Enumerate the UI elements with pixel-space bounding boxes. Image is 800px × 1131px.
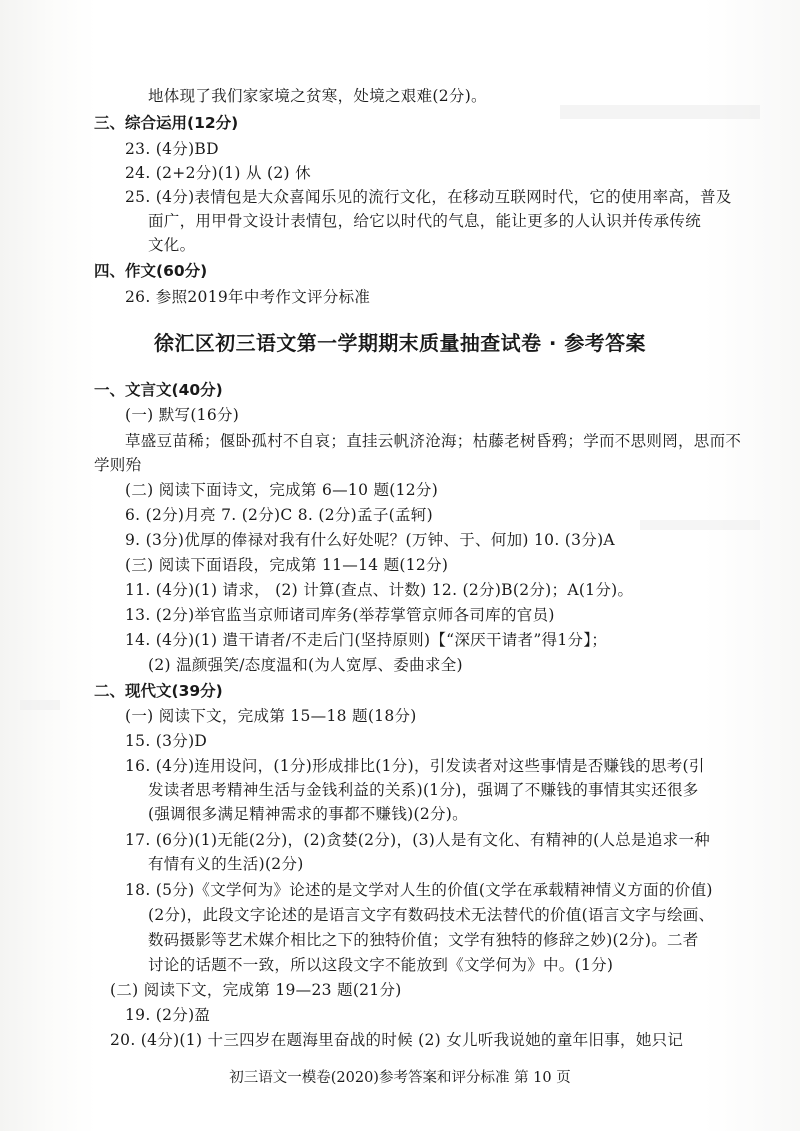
answer-line-q18-3: 数码摄影等艺术媒介相比之下的独特价值；文学有独特的修辞之妙)(2分)。二者: [148, 931, 699, 949]
answer-line-q9-10: 9. (3分)优厚的俸禄对我有什么好处呢？(万钟、于、何加) 10. (3分)A: [125, 531, 615, 549]
continuation-line: 地体现了我们家家境之贫寒，处境之艰难(2分)。: [148, 87, 487, 105]
page-footer: 初三语文一模卷(2020)参考答案和评分标准 第 10 页: [229, 1070, 571, 1086]
subsection-heading-reading-2: (二) 阅读下文，完成第 19—23 题(21分): [110, 981, 402, 999]
answer-line-q16-3: (强调很多满足精神需求的事都不赚钱)(2分)。: [148, 805, 468, 823]
section-heading-essay: 四、作文(60分): [94, 262, 208, 280]
answer-line-q24: 24. (2+2分)(1) 从 (2) 休: [125, 164, 311, 182]
answer-line-q13: 13. (2分)举官监当京师诸司库务(举荐掌管京师各司库的官员): [125, 606, 555, 624]
answer-line-q18-4: 讨论的话题不一致，所以这段文字不能放到《文学何为》中。(1分): [148, 956, 614, 974]
answer-line-q25-2: 面广，用甲骨文设计表情包，给它以时代的气息，能让更多的人认识并传承传统: [148, 212, 702, 230]
subsection-heading-dictation: (一) 默写(16分): [125, 406, 240, 424]
subsection-heading-reading-1: (一) 阅读下文，完成第 15—18 题(18分): [125, 707, 417, 725]
answer-line-q26: 26. 参照2019年中考作文评分标准: [125, 288, 371, 306]
answer-line-q16-2: 发读者思考精神生活与金钱利益的关系)(1分)，强调了不赚钱的事情其实还很多: [148, 781, 699, 799]
answer-line-q20: 20. (4分)(1) 十三四岁在题海里奋战的时候 (2) 女儿听我说她的童年旧事，她只记: [110, 1031, 684, 1049]
answer-line-q23: 23. (4分)BD: [125, 140, 219, 158]
answer-line-dictation-1: 草盛豆苗稀；偃卧孤村不自哀；直挂云帆济沧海；枯藤老树昏鸦；学而不思则罔，思而不: [125, 432, 742, 450]
section-heading-classical-chinese: 一、文言文(40分): [94, 381, 223, 399]
bleed-through-smudge: [20, 700, 60, 710]
answer-line-q14-2: (2) 温颜强笑/态度温和(为人宽厚、委曲求全): [148, 656, 463, 674]
answer-line-q25-3: 文化。: [148, 236, 196, 254]
answer-line-q18-1: 18. (5分)《文学何为》论述的是文学对人生的价值(文学在承载精神情义方面的价值): [125, 881, 713, 899]
answer-line-q6-8: 6. (2分)月亮 7. (2分)C 8. (2分)孟子(孟轲): [125, 506, 433, 524]
answer-line-q17-2: 有情有义的生活)(2分): [148, 855, 304, 873]
section-heading-composite: 三、综合运用(12分): [94, 114, 239, 132]
answer-line-q16-1: 16. (4分)连用设问，(1分)形成排比(1分)，引发读者对这些事情是否赚钱的思考(引: [125, 757, 705, 775]
subsection-heading-poem-reading: (二) 阅读下面诗文，完成第 6—10 题(12分): [125, 481, 439, 499]
subsection-heading-passage-reading: (三) 阅读下面语段，完成第 11—14 题(12分): [125, 556, 449, 574]
answer-line-q19: 19. (2分)盈: [125, 1006, 211, 1024]
bleed-through-smudge: [560, 105, 760, 119]
answer-line-q17-1: 17. (6分)(1)无能(2分)，(2)贪婪(2分)，(3)人是有文化、有精神的(人总是追求一种: [125, 831, 711, 849]
section-heading-modern-text: 二、现代文(39分): [94, 682, 223, 700]
answer-line-q11-12: 11. (4分)(1) 请求， (2) 计算(查点、计数) 12. (2分)B(2分)；A(1分)。: [125, 581, 634, 599]
answer-line-q15: 15. (3分)D: [125, 732, 208, 750]
bleed-through-smudge: [640, 520, 760, 530]
answer-line-q25-1: 25. (4分)表情包是大众喜闻乐见的流行文化，在移动互联网时代，它的使用率高，普及: [125, 188, 732, 206]
answer-line-dictation-2: 学则殆: [94, 456, 142, 474]
document-title: 徐汇区初三语文第一学期期末质量抽查试卷 · 参考答案: [154, 332, 646, 355]
answer-line-q14-1: 14. (4分)(1) 遣干请者/不走后门(坚持原则)【“深厌干请者”得1分】；: [125, 631, 608, 649]
answer-line-q18-2: (2分)，此段文字论述的是语言文字有数码技术无法替代的价值(语言文字与绘画、: [148, 906, 715, 924]
